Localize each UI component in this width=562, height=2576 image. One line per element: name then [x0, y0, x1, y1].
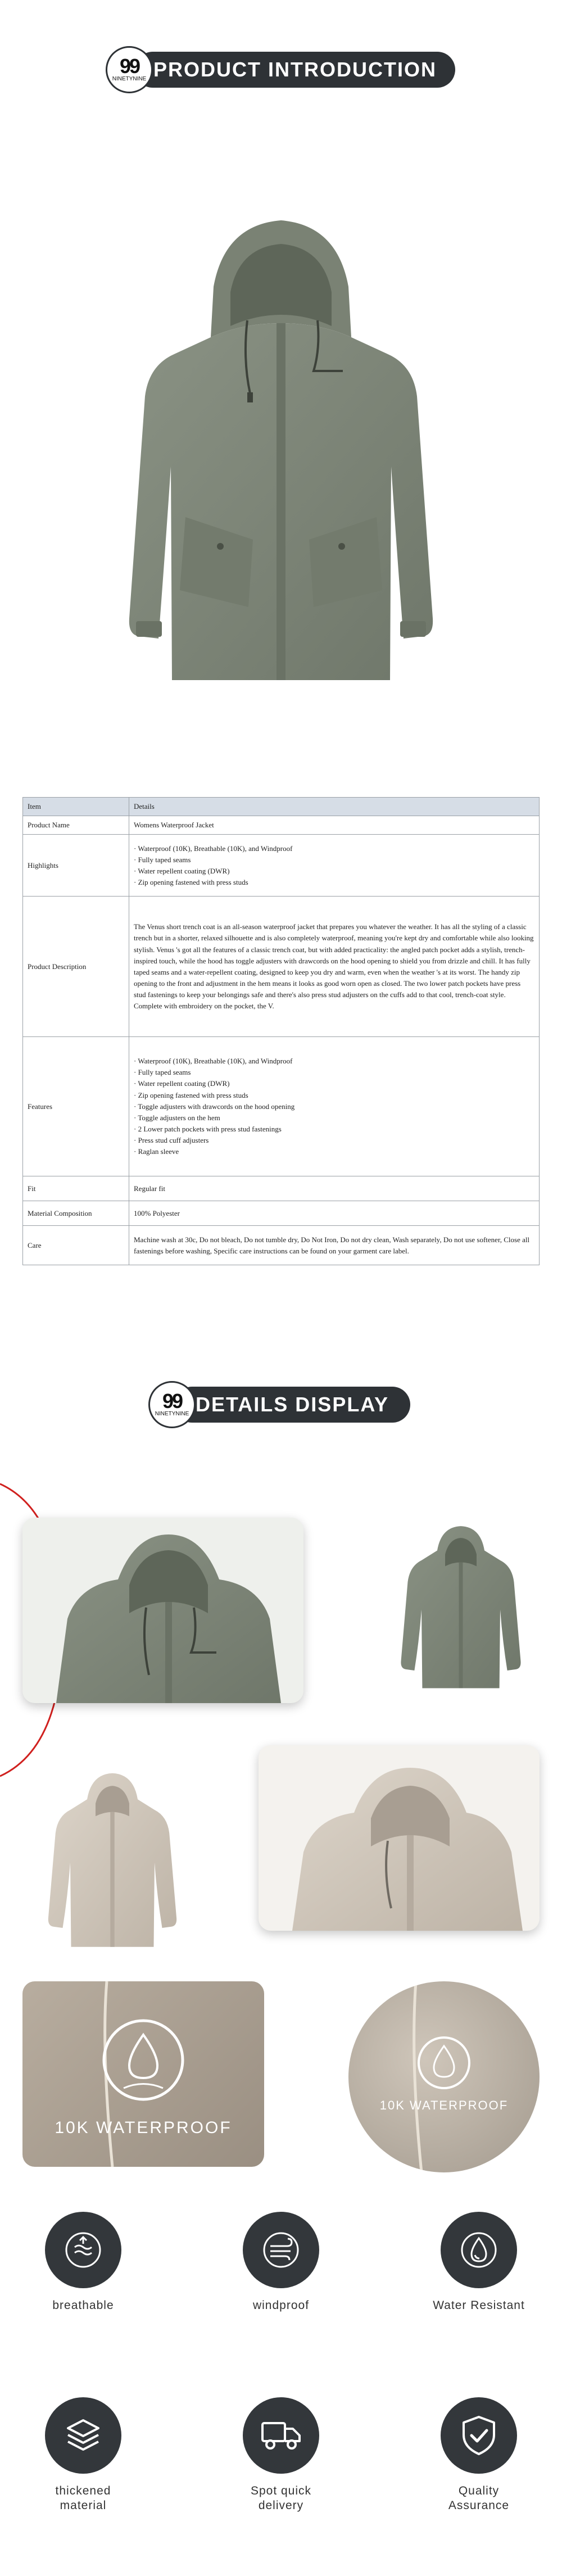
waterproof-badge-text: 10K WATERPROOF [379, 2098, 509, 2112]
care-value: Machine wash at 30c, Do not bleach, Do not tumble dry, Do Not Iron, Do not dry clean, Wash separately, Do not use softener, Close all fastenings before washing, Specific care instructions can be found on your garment care label. [129, 1226, 540, 1265]
product-name: Womens Waterproof Jacket [129, 816, 540, 835]
section-header-intro [0, 45, 562, 96]
feature-thickened-material: thickened material [27, 2397, 139, 2513]
material-value: 100% Polyester [129, 1201, 540, 1226]
feature-windproof: windproof [225, 2212, 337, 2313]
brand-logo: 99 NINETYNINE [148, 1381, 196, 1428]
water-drop-icon [104, 2021, 183, 2099]
table-row: Product Name Womens Waterproof Jacket [23, 816, 540, 835]
feature-water-resistant: Water Resistant [423, 2212, 535, 2313]
table-row: Product Description The Venus short trench coat is an all-season waterproof jacket that prepares you whatever the weather. It has all the styling of a classic trench but in a shorter, relaxed silhouette and is also completely waterproof, meaning you're kept dry and comfortable while also looking stylish. Venus 's got all the features of a classic trench coat, but with added practicality: the angled patch pocket adds a stylish, trench-inspired touch, while the hood has toggle adjusters with drawcords on the hood opening to shield you from drizzle and chill. It has fully taped seams and a water-repellent coating, designed to keep you dry and warm, even when the weather 's at its worst. The handy zip opening to the front and adjustment in the hem means it looks as good worn open as closed. The two lower patch pockets have press stud fastenings to keep your belongings safe and there's also press stud adjusters on the cuffs add to that cool, trench-coat style. Complete with embroidery on the pocket, the V. [23, 897, 540, 1037]
feature-breathable: breathable [27, 2212, 139, 2313]
product-spec-table [22, 797, 540, 1265]
section-header-details [0, 1380, 562, 1430]
table-header-details: Details [129, 798, 540, 816]
detail-hood-closeup [22, 1518, 303, 1703]
fit-value: Regular fit [129, 1176, 540, 1201]
table-row: Highlights · Waterproof (10K), Breathable (10K), and Windproof · Fully taped seams · Water repellent coating (DWR) · Zip opening fastened with press studs [23, 835, 540, 897]
detail-stone-closeup [259, 1745, 540, 1931]
table-row: Material Composition 100% Polyester [23, 1201, 540, 1226]
layers-icon [45, 2397, 121, 2474]
feature-quality-assurance: Quality Assurance [423, 2397, 535, 2513]
shield-check-icon [441, 2397, 517, 2474]
water-resistant-icon [441, 2212, 517, 2288]
waterproof-fabric-card [22, 1981, 264, 2167]
detail-stone-jacket [28, 1754, 197, 1967]
table-header-item: Item [23, 798, 129, 816]
section-title: DETAILS DISPLAY [174, 1387, 410, 1423]
brand-logo: 99 NINETYNINE [106, 46, 153, 93]
detail-olive-jacket [382, 1506, 540, 1709]
table-header-row [23, 798, 540, 816]
waterproof-circle-card [348, 1981, 540, 2172]
waterproof-badge-text: 10K WATERPROOF [55, 2118, 232, 2137]
features-list: · Waterproof (10K), Breathable (10K), and Windproof · Fully taped seams · Water repellent coating (DWR) · Zip opening fastened with press studs · Toggle adjusters with drawcords on the hood opening · Toggle adjusters on the hem · 2 Lower patch pockets with press stud fastenings · Press stud cuff adjusters · Raglan sleeve [129, 1037, 540, 1176]
table-row: Care Machine wash at 30c, Do not bleach, Do not tumble dry, Do Not Iron, Do not dry clean, Wash separately, Do not use softener, Close all fastenings before washing, Specific care instructions can be found on your garment care label. [23, 1226, 540, 1265]
windproof-icon [243, 2212, 319, 2288]
table-row: Features · Waterproof (10K), Breathable (10K), and Windproof · Fully taped seams · Water repellent coating (DWR) · Zip opening fastened with press studs · Toggle adjusters with drawcords on the hood opening · Toggle adjusters on the hem · 2 Lower patch pockets with press stud fastenings · Press stud cuff adjusters · Raglan sleeve [23, 1037, 540, 1176]
truck-icon [243, 2397, 319, 2474]
feature-quick-delivery: Spot quick delivery [225, 2397, 337, 2513]
breathable-icon [45, 2212, 121, 2288]
highlights-list: · Waterproof (10K), Breathable (10K), and Windproof · Fully taped seams · Water repellent coating (DWR) · Zip opening fastened with press studs [129, 835, 540, 897]
table-row: Fit Regular fit [23, 1176, 540, 1201]
section-title: PRODUCT INTRODUCTION [135, 52, 455, 88]
product-description: The Venus short trench coat is an all-season waterproof jacket that prepares you whatever the weather. It has all the styling of a classic trench but in a shorter, relaxed silhouette and is also completely waterproof, meaning you're kept dry and comfortable while also looking stylish. Venus 's got all the features of a classic trench coat, but with added practicality: the angled patch pocket adds a stylish, trench-inspired touch, while the hood has toggle adjusters with drawcords on the hood opening to shield you from drizzle and chill. It has fully taped seams and a water-repellent coating, designed to keep you dry and warm, even when the weather 's at its worst. The handy zip opening to the front and adjustment in the hem means it looks as good worn open as closed. The two lower patch pockets have press stud fastenings to keep your belongings safe and there's also press stud adjusters on the cuffs add to that cool, trench-coat style. Complete with embroidery on the pocket, the V. [129, 897, 540, 1037]
main-product-image [96, 202, 466, 697]
